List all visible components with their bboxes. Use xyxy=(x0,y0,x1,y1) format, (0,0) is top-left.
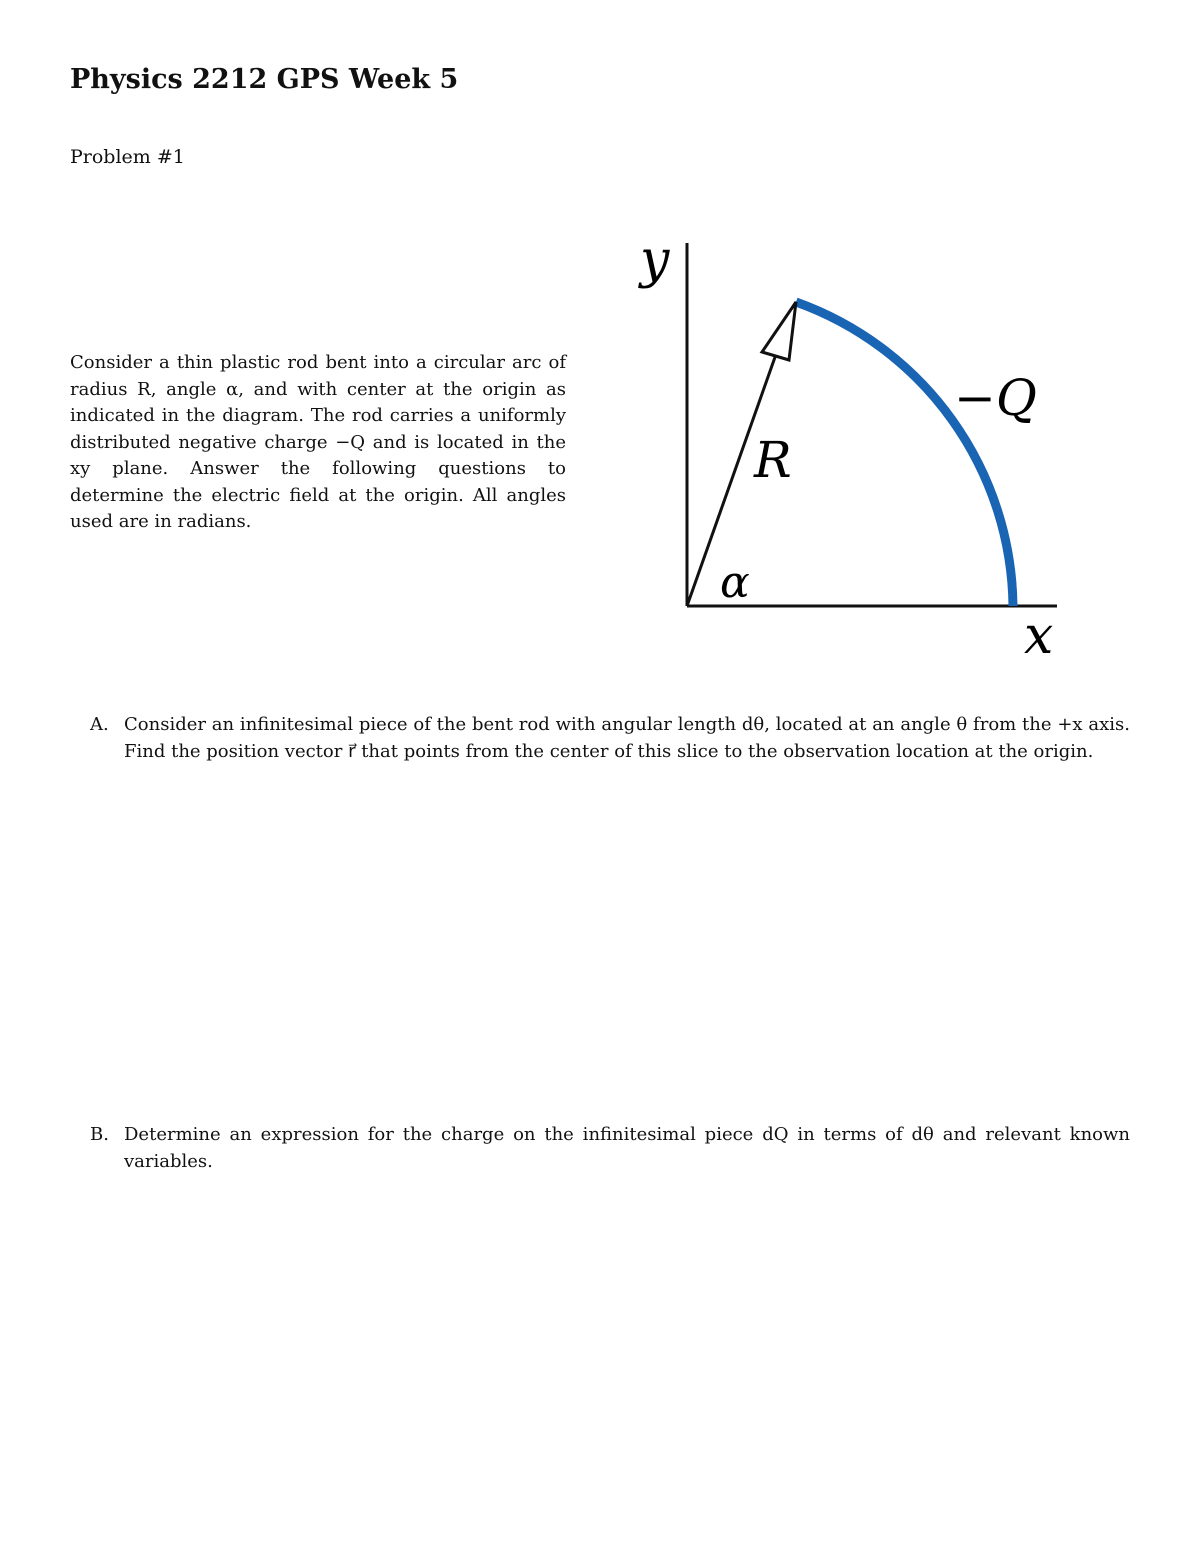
charge-label: −Q xyxy=(954,369,1037,427)
question-letter: A. xyxy=(90,714,109,735)
page-title: Physics 2212 GPS Week 5 xyxy=(70,64,459,95)
question-b xyxy=(90,1122,1130,1175)
question-text: Determine an expression for the charge on the infinitesimal piece dQ in terms of dθ and relevant known variables. xyxy=(124,1124,1130,1172)
question-text: Consider an infinitesimal piece of the bent rod with angular length dθ, located at an angle θ from the +x axis. Find the position vector r⃗ that points from the center of this slice to the observation location at the origin. xyxy=(124,714,1130,762)
angle-label: α xyxy=(720,557,750,608)
radius-label: R xyxy=(754,431,792,489)
radius-arrowhead xyxy=(762,302,796,360)
arc-diagram xyxy=(620,225,1080,675)
question-letter: B. xyxy=(90,1124,109,1145)
charged-arc xyxy=(796,302,1013,606)
problem-intro-text: Consider a thin plastic rod bent into a circular arc of radius R, angle α, and with center at the origin as indicated in the diagram. The rod carries a uniformly distributed negative charge −Q and is located in the xy plane. Answer the following questions to determine the electric field at the origin. All angles used are in radians. xyxy=(70,352,566,532)
question-a xyxy=(90,712,1130,765)
y-axis-label: y xyxy=(640,230,670,290)
problem-heading: Problem #1 xyxy=(70,146,185,168)
x-axis-label: x xyxy=(1024,606,1054,666)
